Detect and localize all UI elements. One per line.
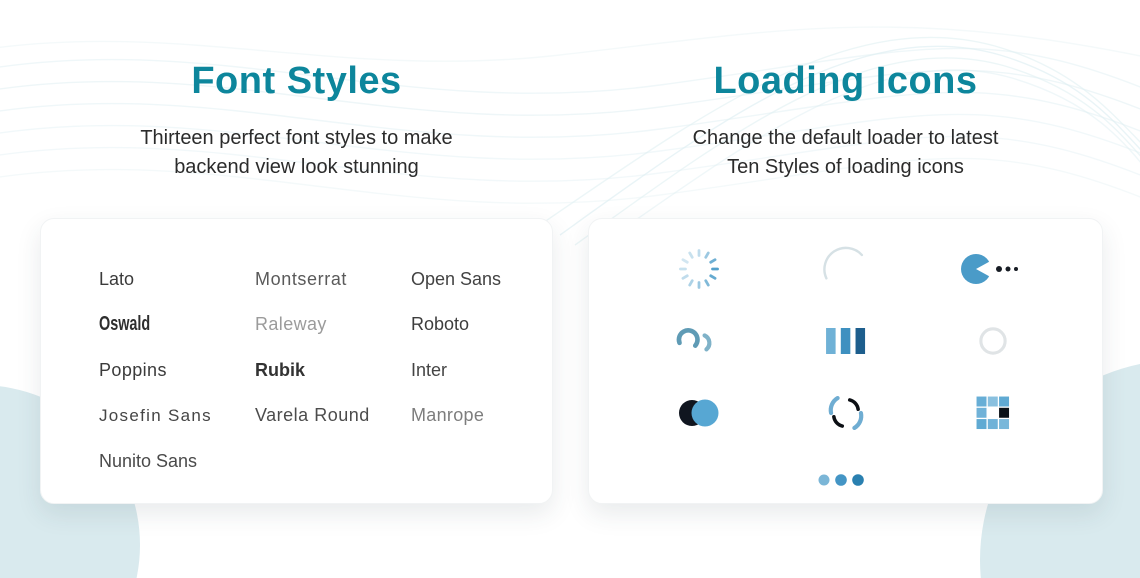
- font-list: [41, 219, 552, 485]
- double-crescent-spinner-icon: [625, 305, 772, 377]
- font-styles-subtitle-line1: Thirteen perfect font styles to make: [140, 126, 453, 149]
- arc-spinner-icon: [772, 233, 919, 305]
- font-name-rubik: Rubik: [255, 359, 306, 380]
- grid-squares-loader-icon: [919, 377, 1066, 449]
- loading-icons-subtitle: [588, 124, 1103, 182]
- loader-grid: [589, 219, 1102, 449]
- font-list-column-2: [255, 257, 411, 485]
- font-name-roboto: Roboto: [411, 314, 470, 335]
- dual-disc-loader-icon: [625, 377, 772, 449]
- font-name-manrope: Manrope: [411, 405, 485, 426]
- tick-spinner-icon: [625, 233, 772, 305]
- three-dots-loader-icon: [589, 449, 1102, 511]
- font-styles-section: [40, 0, 553, 504]
- font-name-montserrat: Montserrat: [255, 268, 348, 289]
- loading-icons-section: [588, 0, 1103, 504]
- loading-icons-subtitle-line2: Ten Styles of loading icons: [727, 155, 964, 178]
- font-styles-card: [40, 218, 553, 504]
- font-name-lato: Lato: [99, 268, 135, 289]
- font-name-inter: Inter: [411, 359, 448, 380]
- three-bars-loader-icon: [772, 305, 919, 377]
- loading-icons-title: Loading Icons: [713, 60, 978, 102]
- ring-loader-icon: [919, 305, 1066, 377]
- pacman-loader-icon: [919, 233, 1066, 305]
- loading-icons-subtitle-line1: Change the default loader to latest: [692, 126, 999, 149]
- font-name-raleway: Raleway: [255, 314, 327, 335]
- font-name-varela-round: Varela Round: [255, 405, 370, 426]
- font-name-nunito-sans: Nunito Sans: [99, 450, 198, 471]
- font-name-josefin-sans: Josefin Sans: [99, 405, 212, 425]
- loading-icons-card: [588, 218, 1103, 504]
- font-name-open-sans: Open Sans: [411, 268, 502, 289]
- font-list-column-3: [411, 257, 551, 485]
- font-name-poppins: Poppins: [99, 359, 167, 380]
- font-styles-subtitle: [40, 124, 553, 182]
- font-styles-title: Font Styles: [191, 60, 402, 102]
- font-styles-subtitle-line2: backend view look stunning: [174, 155, 419, 178]
- font-list-column-1: [99, 257, 255, 485]
- bracket-spinner-icon: [772, 377, 919, 449]
- font-name-oswald: Oswald: [99, 313, 151, 336]
